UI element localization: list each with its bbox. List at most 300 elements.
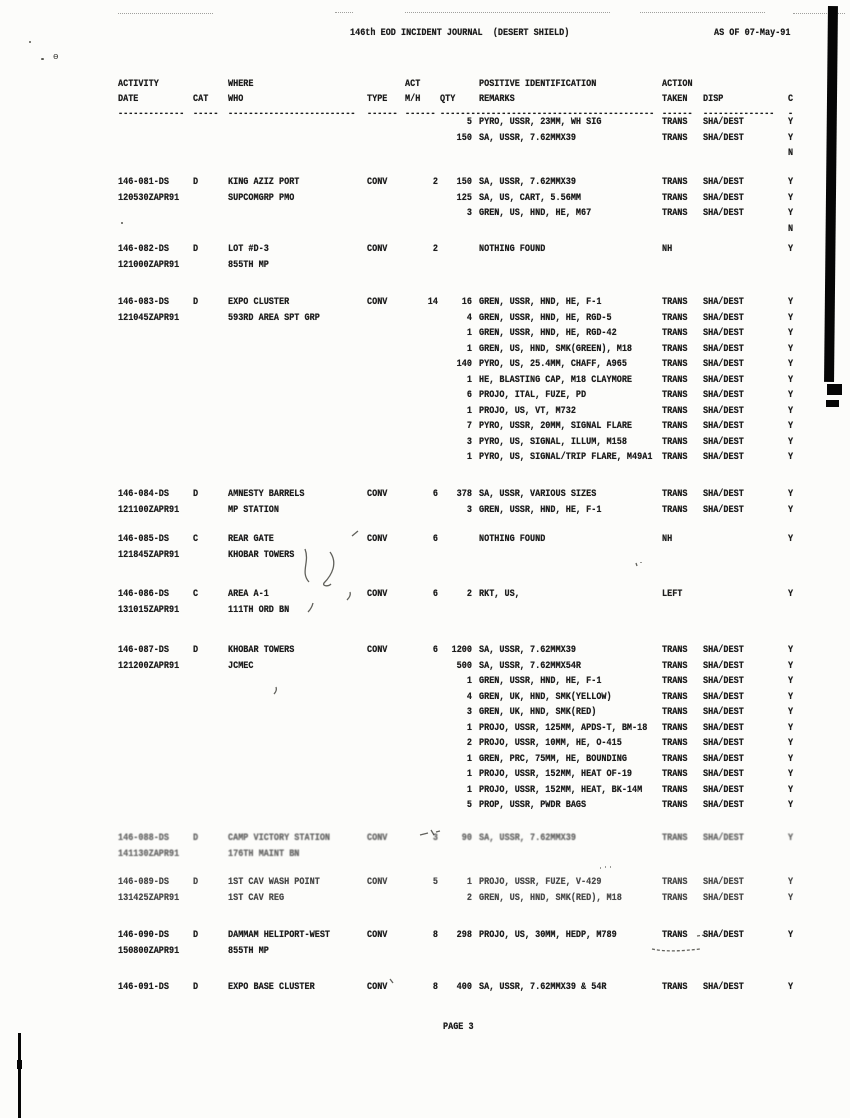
journal-line: [0, 877, 850, 892]
cell-action-taken: TRANS: [662, 117, 688, 128]
cell-remark: HE, BLASTING CAP, M18 CLAYMORE: [479, 374, 633, 386]
cell-qty: 378: [456, 489, 472, 500]
cell-action-taken: TRANS: [662, 192, 688, 204]
cell-remark: PROJO, USSR, 152MM, HEAT OF-19: [479, 769, 633, 780]
cell-mh: 6: [432, 489, 438, 500]
cell-qty: 1: [466, 328, 472, 339]
journal-line: [0, 437, 850, 452]
cell-remark: SA, US, CART, 5.56MM: [479, 192, 582, 204]
rule-cat: -----: [193, 109, 219, 120]
cell-remark: NOTHING FOUND: [479, 534, 546, 545]
cell-c: Y: [788, 534, 794, 545]
cell-cat: C: [193, 589, 199, 600]
cell-where: EXPO CLUSTER: [228, 297, 290, 308]
col-header-disp: DISP: [703, 94, 724, 105]
cell-mh: 14: [427, 297, 438, 308]
cell-type: CONV: [367, 534, 388, 545]
cell-remark: PYRO, USSR, 23MM, WH SIG: [479, 117, 602, 128]
cell-disp: SHA/DEST: [703, 877, 744, 888]
cell-remark: GREN, USSR, HND, HE, F-1: [479, 676, 602, 687]
cell-action-taken: TRANS: [662, 753, 688, 765]
rule-remarks: ------------------------------------------: [440, 109, 655, 120]
cell-remark: PROJO, USSR, 10MM, HE, O-415: [479, 738, 622, 749]
cell-where: LOT #D-3: [228, 244, 269, 255]
cell-action-taken: TRANS: [662, 892, 688, 904]
journal-line: [0, 148, 850, 163]
cell-remark: GREN, PRC, 75MM, HE, BOUNDING: [479, 753, 627, 765]
cell-qty: 5: [466, 800, 472, 811]
cell-action-taken: TRANS: [662, 738, 688, 749]
journal-line: [0, 244, 850, 259]
cell-c: Y: [788, 833, 794, 844]
cell-action-taken: TRANS: [662, 833, 688, 844]
cell-qty: 2: [466, 589, 472, 600]
cell-qty: 150: [456, 132, 472, 144]
cell-qty: 1: [466, 877, 472, 888]
col-header-mh: M/H: [405, 94, 421, 105]
rule-c: -: [788, 109, 794, 120]
cell-qty: 1: [466, 405, 472, 417]
col-header-cat: CAT: [193, 94, 209, 105]
scan-dash-segment: [640, 12, 765, 13]
cell-remark: GREN, US, HND, HE, M67: [479, 208, 592, 219]
cell-qty: 3: [466, 208, 472, 219]
cell-disp: SHA/DEST: [703, 676, 744, 687]
cell-remark: SA, USSR, 7.62MMX39: [479, 833, 576, 844]
cell-c: Y: [788, 660, 794, 672]
journal-line: [0, 785, 850, 800]
bottom-left-scratch-nub: [17, 1060, 22, 1069]
scan-dash-segment: [335, 12, 353, 13]
cell-activity-date: 146-091-DS: [118, 982, 170, 993]
cell-who: MP STATION: [228, 504, 280, 516]
cell-qty: 500: [456, 660, 472, 672]
cell-type: CONV: [367, 833, 388, 844]
cell-disp: SHA/DEST: [703, 374, 744, 386]
cell-mh: 5: [432, 877, 438, 888]
cell-qty: 4: [466, 691, 472, 703]
cell-dtg: 121100ZAPR91: [118, 504, 180, 516]
cell-c: Y: [788, 244, 794, 255]
cell-c: Y: [788, 343, 794, 355]
cell-cat: D: [193, 489, 199, 500]
col-header-where: WHERE: [228, 79, 254, 90]
cell-action-taken: NH: [662, 244, 673, 255]
cell-action-taken: TRANS: [662, 343, 688, 355]
cell-qty: 1: [466, 722, 472, 734]
journal-line: [0, 769, 850, 784]
cell-disp: SHA/DEST: [703, 722, 744, 734]
cell-action-taken: TRANS: [662, 982, 688, 993]
cell-type: CONV: [367, 244, 388, 255]
cell-remark: PROJO, USSR, 125MM, APDS-T, BM-18: [479, 722, 648, 734]
cell-remark: RKT, US,: [479, 589, 520, 600]
cell-qty: 5: [466, 117, 472, 128]
cell-cat: C: [193, 534, 199, 545]
cell-disp: SHA/DEST: [703, 707, 744, 718]
cell-remark: PROJO, ITAL, FUZE, PD: [479, 390, 587, 401]
cell-c: Y: [788, 800, 794, 811]
journal-line: [0, 589, 850, 604]
cell-disp: SHA/DEST: [703, 753, 744, 765]
cell-action-taken: TRANS: [662, 405, 688, 417]
cell-dtg: 121845ZAPR91: [118, 549, 180, 561]
cell-c: Y: [788, 421, 794, 432]
cell-c: Y: [788, 192, 794, 204]
cell-remark: PROJO, USSR, 152MM, HEAT, BK-14M: [479, 784, 643, 796]
cell-where: AREA A-1: [228, 589, 269, 600]
page-title: 146th EOD INCIDENT JOURNAL (DESERT SHIELD): [350, 28, 570, 39]
cell-who: 855TH MP: [228, 945, 269, 957]
cell-disp: SHA/DEST: [703, 645, 744, 656]
scan-dash-segment: [405, 12, 610, 13]
journal-line: [0, 605, 850, 620]
cell-dtg: 131015ZAPR91: [118, 604, 180, 616]
cell-dtg: 121045ZAPR91: [118, 312, 180, 324]
cell-c: Y: [788, 208, 794, 219]
cell-activity-date: 146-083-DS: [118, 297, 170, 308]
cell-action-taken: TRANS: [662, 312, 688, 324]
cell-type: CONV: [367, 177, 388, 188]
cell-disp: SHA/DEST: [703, 192, 744, 204]
cell-c: Y: [788, 784, 794, 796]
cell-disp: SHA/DEST: [703, 738, 744, 749]
cell-remark: NOTHING FOUND: [479, 244, 546, 255]
as-of-date: AS OF 07-May-91: [714, 28, 791, 39]
journal-line: [0, 982, 850, 997]
cell-disp: SHA/DEST: [703, 117, 744, 128]
cell-disp: SHA/DEST: [703, 800, 744, 811]
cell-c: Y: [788, 691, 794, 703]
journal-line: [0, 930, 850, 945]
cell-remark: PROP, USSR, PWDR BAGS: [479, 800, 587, 811]
cell-dtg: 131425ZAPR91: [118, 892, 180, 904]
cell-who: KHOBAR TOWERS: [228, 549, 295, 561]
cell-who: JCMEC: [228, 660, 254, 672]
cell-remark: GREN, USSR, HND, HE, RGD-42: [479, 328, 617, 339]
cell-c: Y: [788, 328, 794, 339]
cell-mh: 8: [432, 930, 438, 941]
cell-activity-date: 146-088-DS: [118, 833, 170, 844]
cell-activity-date: 146-082-DS: [118, 244, 170, 255]
cell-qty: 3: [466, 504, 472, 516]
cell-disp: SHA/DEST: [703, 359, 744, 370]
cell-disp: SHA/DEST: [703, 691, 744, 703]
cell-action-taken: TRANS: [662, 722, 688, 734]
cell-action-taken: TRANS: [662, 489, 688, 500]
cell-remark: PROJO, USSR, FUZE, V-429: [479, 877, 602, 888]
cell-disp: SHA/DEST: [703, 405, 744, 417]
cell-qty: 1: [466, 452, 472, 463]
cell-action-taken: TRANS: [662, 504, 688, 516]
cell-qty: 1: [466, 676, 472, 687]
margin-speck: [29, 41, 31, 43]
cell-where: EXPO BASE CLUSTER: [228, 982, 315, 993]
cell-qty: 1: [466, 784, 472, 796]
col-header-qty: QTY: [440, 94, 456, 105]
cell-action-taken: TRANS: [662, 328, 688, 339]
journal-line: [0, 505, 850, 520]
journal-line: [0, 534, 850, 549]
cell-action-taken: TRANS: [662, 390, 688, 401]
cell-disp: SHA/DEST: [703, 784, 744, 796]
cell-qty: 2: [466, 738, 472, 749]
cell-activity-date: 146-085-DS: [118, 534, 170, 545]
cell-qty: 6: [466, 390, 472, 401]
journal-line: [0, 260, 850, 275]
cell-c: Y: [788, 877, 794, 888]
cell-qty: 90: [461, 833, 472, 844]
cell-disp: SHA/DEST: [703, 328, 744, 339]
cell-type: CONV: [367, 489, 388, 500]
cell-mh: 2: [432, 177, 438, 188]
col-header-date: DATE: [118, 94, 139, 105]
cell-remark: GREN, UK, HND, SMK(RED): [479, 707, 597, 718]
cell-action-taken: TRANS: [662, 374, 688, 386]
journal-line: [0, 661, 850, 676]
journal-line: [0, 707, 850, 722]
rule-taken: ------: [662, 109, 693, 120]
cell-c: Y: [788, 930, 794, 941]
cell-c: Y: [788, 297, 794, 308]
cell-disp: SHA/DEST: [703, 452, 744, 463]
cell-disp: SHA/DEST: [703, 343, 744, 355]
cell-remark: GREN, USSR, HND, HE, F-1: [479, 504, 602, 516]
cell-cat: D: [193, 982, 199, 993]
cell-c: Y: [788, 436, 794, 448]
cell-c: Y: [788, 374, 794, 386]
journal-line: [0, 800, 850, 815]
cell-c: Y: [788, 359, 794, 370]
cell-action-taken: TRANS: [662, 691, 688, 703]
cell-action-taken: TRANS: [662, 177, 688, 188]
cell-c: Y: [788, 892, 794, 904]
cell-disp: SHA/DEST: [703, 489, 744, 500]
cell-action-taken: TRANS: [662, 707, 688, 718]
col-header-positive-id: POSITIVE IDENTIFICATION: [479, 79, 597, 90]
cell-c: Y: [788, 722, 794, 734]
cell-dtg: 121200ZAPR91: [118, 660, 180, 672]
cell-disp: SHA/DEST: [703, 892, 744, 904]
cell-disp: SHA/DEST: [703, 436, 744, 448]
cell-qty: 125: [456, 192, 472, 204]
cell-disp: SHA/DEST: [703, 504, 744, 516]
cell-activity-date: 146-089-DS: [118, 877, 170, 888]
cell-where: 1ST CAV WASH POINT: [228, 877, 320, 888]
cell-c: Y: [788, 707, 794, 718]
cell-disp: SHA/DEST: [703, 421, 744, 432]
margin-speck: [41, 58, 44, 60]
cell-disp: SHA/DEST: [703, 833, 744, 844]
cell-c: Y: [788, 312, 794, 324]
rule-disp: --------------: [703, 109, 775, 120]
cell-c: Y: [788, 982, 794, 993]
scan-dash-segment: [118, 13, 213, 14]
cell-action-taken: TRANS: [662, 452, 688, 463]
cell-remark: GREN, USSR, HND, HE, RGD-5: [479, 312, 612, 324]
cell-c: Y: [788, 504, 794, 516]
cell-remark: GREN, USSR, HND, HE, F-1: [479, 297, 602, 308]
cell-remark: PROJO, US, VT, M732: [479, 405, 576, 417]
cell-action-taken: TRANS: [662, 660, 688, 672]
cell-where: KHOBAR TOWERS: [228, 645, 295, 656]
cell-c: Y: [788, 589, 794, 600]
cell-qty: 3: [466, 436, 472, 448]
cell-disp: SHA/DEST: [703, 930, 744, 941]
cell-mh: 6: [432, 589, 438, 600]
cell-cat: D: [193, 645, 199, 656]
cell-activity-date: 146-084-DS: [118, 489, 170, 500]
cell-remark: SA, USSR, 7.62MMX39 & 54R: [479, 982, 607, 993]
journal-line: [0, 390, 850, 405]
cell-qty: 150: [456, 177, 472, 188]
journal-line: [0, 723, 850, 738]
cell-disp: SHA/DEST: [703, 312, 744, 324]
cell-disp: SHA/DEST: [703, 769, 744, 780]
cell-activity-date: 146-086-DS: [118, 589, 170, 600]
col-header-action: ACTION: [662, 79, 693, 90]
cell-c: Y: [788, 676, 794, 687]
journal-line: [0, 375, 850, 390]
cell-cat: D: [193, 177, 199, 188]
cell-disp: SHA/DEST: [703, 660, 744, 672]
cell-where: AMNESTY BARRELS: [228, 489, 305, 500]
journal-line: [0, 344, 850, 359]
cell-remark: SA, USSR, 7.62MMX39: [479, 645, 576, 656]
cell-qty: 16: [461, 297, 472, 308]
rule-who: -------------------------: [228, 109, 356, 120]
journal-line: [0, 489, 850, 504]
journal-line: [0, 893, 850, 908]
journal-line: [0, 692, 850, 707]
cell-c: Y: [788, 390, 794, 401]
cell-c: Y: [788, 177, 794, 188]
cell-qty: 1: [466, 343, 472, 355]
cell-action-taken: TRANS: [662, 784, 688, 796]
col-header-taken: TAKEN: [662, 94, 688, 105]
cell-action-taken: NH: [662, 534, 673, 545]
cell-mh: 3: [432, 833, 438, 844]
cell-dtg: 121000ZAPR91: [118, 259, 180, 271]
cell-action-taken: TRANS: [662, 769, 688, 780]
cell-action-taken: TRANS: [662, 676, 688, 687]
cell-disp: SHA/DEST: [703, 297, 744, 308]
cell-action-taken: TRANS: [662, 421, 688, 432]
cell-activity-date: 146-090-DS: [118, 930, 170, 941]
cell-remark: GREN, US, HND, SMK(GREEN), M18: [479, 343, 633, 355]
cell-who: 176TH MAINT BN: [228, 848, 300, 860]
cell-remark: PYRO, US, 25.4MM, CHAFF, A965: [479, 359, 627, 370]
journal-line: [0, 208, 850, 223]
cell-c: Y: [788, 489, 794, 500]
cell-remark: PROJO, US, 30MM, HEDP, M789: [479, 930, 617, 941]
cell-action-taken: TRANS: [662, 359, 688, 370]
cell-action-taken: TRANS: [662, 208, 688, 219]
cell-action-taken: TRANS: [662, 132, 688, 144]
rule-type: ------: [367, 109, 398, 120]
cell-qty: 3: [466, 707, 472, 718]
cell-qty: 140: [456, 359, 472, 370]
journal-line: [0, 452, 850, 467]
cell-cat: D: [193, 833, 199, 844]
cell-qty: 7: [466, 421, 472, 432]
cell-type: CONV: [367, 877, 388, 888]
col-header-type: TYPE: [367, 94, 388, 105]
cell-where: KING AZIZ PORT: [228, 177, 300, 188]
cell-where: REAR GATE: [228, 534, 274, 545]
cell-c: Y: [788, 452, 794, 463]
cell-disp: SHA/DEST: [703, 208, 744, 219]
journal-line: [0, 133, 850, 148]
cell-mh: 6: [432, 534, 438, 545]
cell-qty: 1: [466, 753, 472, 765]
cell-type: CONV: [367, 982, 388, 993]
journal-line: [0, 328, 850, 343]
journal-line: [0, 359, 850, 374]
cell-remark: GREN, US, HND, SMK(RED), M18: [479, 892, 622, 904]
journal-line: [0, 676, 850, 691]
cell-action-taken: TRANS: [662, 877, 688, 888]
cell-mh: 8: [432, 982, 438, 993]
cell-qty: 1: [466, 769, 472, 780]
cell-type: CONV: [367, 930, 388, 941]
cell-dtg: 150800ZAPR91: [118, 945, 180, 957]
col-header-who: WHO: [228, 94, 244, 105]
cell-action-taken: TRANS: [662, 297, 688, 308]
cell-remark: GREN, UK, HND, SMK(YELLOW): [479, 691, 612, 703]
cell-c: Y: [788, 132, 794, 144]
cell-qty: 4: [466, 312, 472, 324]
cell-qty: 2: [466, 892, 472, 904]
cell-qty: 298: [456, 930, 472, 941]
cell-type: CONV: [367, 589, 388, 600]
cell-remark: PYRO, USSR, 20MM, SIGNAL FLARE: [479, 421, 633, 432]
journal-line: [0, 224, 850, 239]
journal-line: [0, 406, 850, 421]
cell-who: SUPCOMGRP PMO: [228, 192, 295, 204]
cell-where: DAMMAM HELIPORT-WEST: [228, 930, 331, 941]
cell-type: CONV: [367, 645, 388, 656]
cell-c: Y: [788, 117, 794, 128]
journal-line: [0, 117, 850, 132]
cell-action-taken: TRANS: [662, 436, 688, 448]
cell-type: CONV: [367, 297, 388, 308]
cell-who: 1ST CAV REG: [228, 892, 285, 904]
journal-line: [0, 193, 850, 208]
cell-c: N: [788, 223, 794, 235]
journal-line: [0, 550, 850, 565]
col-header-remarks: REMARKS: [479, 94, 515, 105]
cell-cat: D: [193, 297, 199, 308]
journal-line: [0, 645, 850, 660]
cell-qty: 1200: [451, 645, 472, 656]
col-header-c: C: [788, 94, 794, 105]
cell-c: N: [788, 148, 794, 159]
journal-line: [0, 754, 850, 769]
cell-disp: SHA/DEST: [703, 177, 744, 188]
cell-activity-date: 146-081-DS: [118, 177, 170, 188]
cell-disp: SHA/DEST: [703, 982, 744, 993]
cell-c: Y: [788, 738, 794, 749]
cell-cat: D: [193, 244, 199, 255]
journal-line: [0, 946, 850, 961]
cell-cat: D: [193, 930, 199, 941]
cell-remark: PYRO, US, SIGNAL/TRIP FLARE, M49A1: [479, 452, 653, 463]
cell-who: 111TH ORD BN: [228, 604, 290, 616]
cell-mh: 2: [432, 244, 438, 255]
journal-line: [0, 297, 850, 312]
journal-line: [0, 177, 850, 192]
